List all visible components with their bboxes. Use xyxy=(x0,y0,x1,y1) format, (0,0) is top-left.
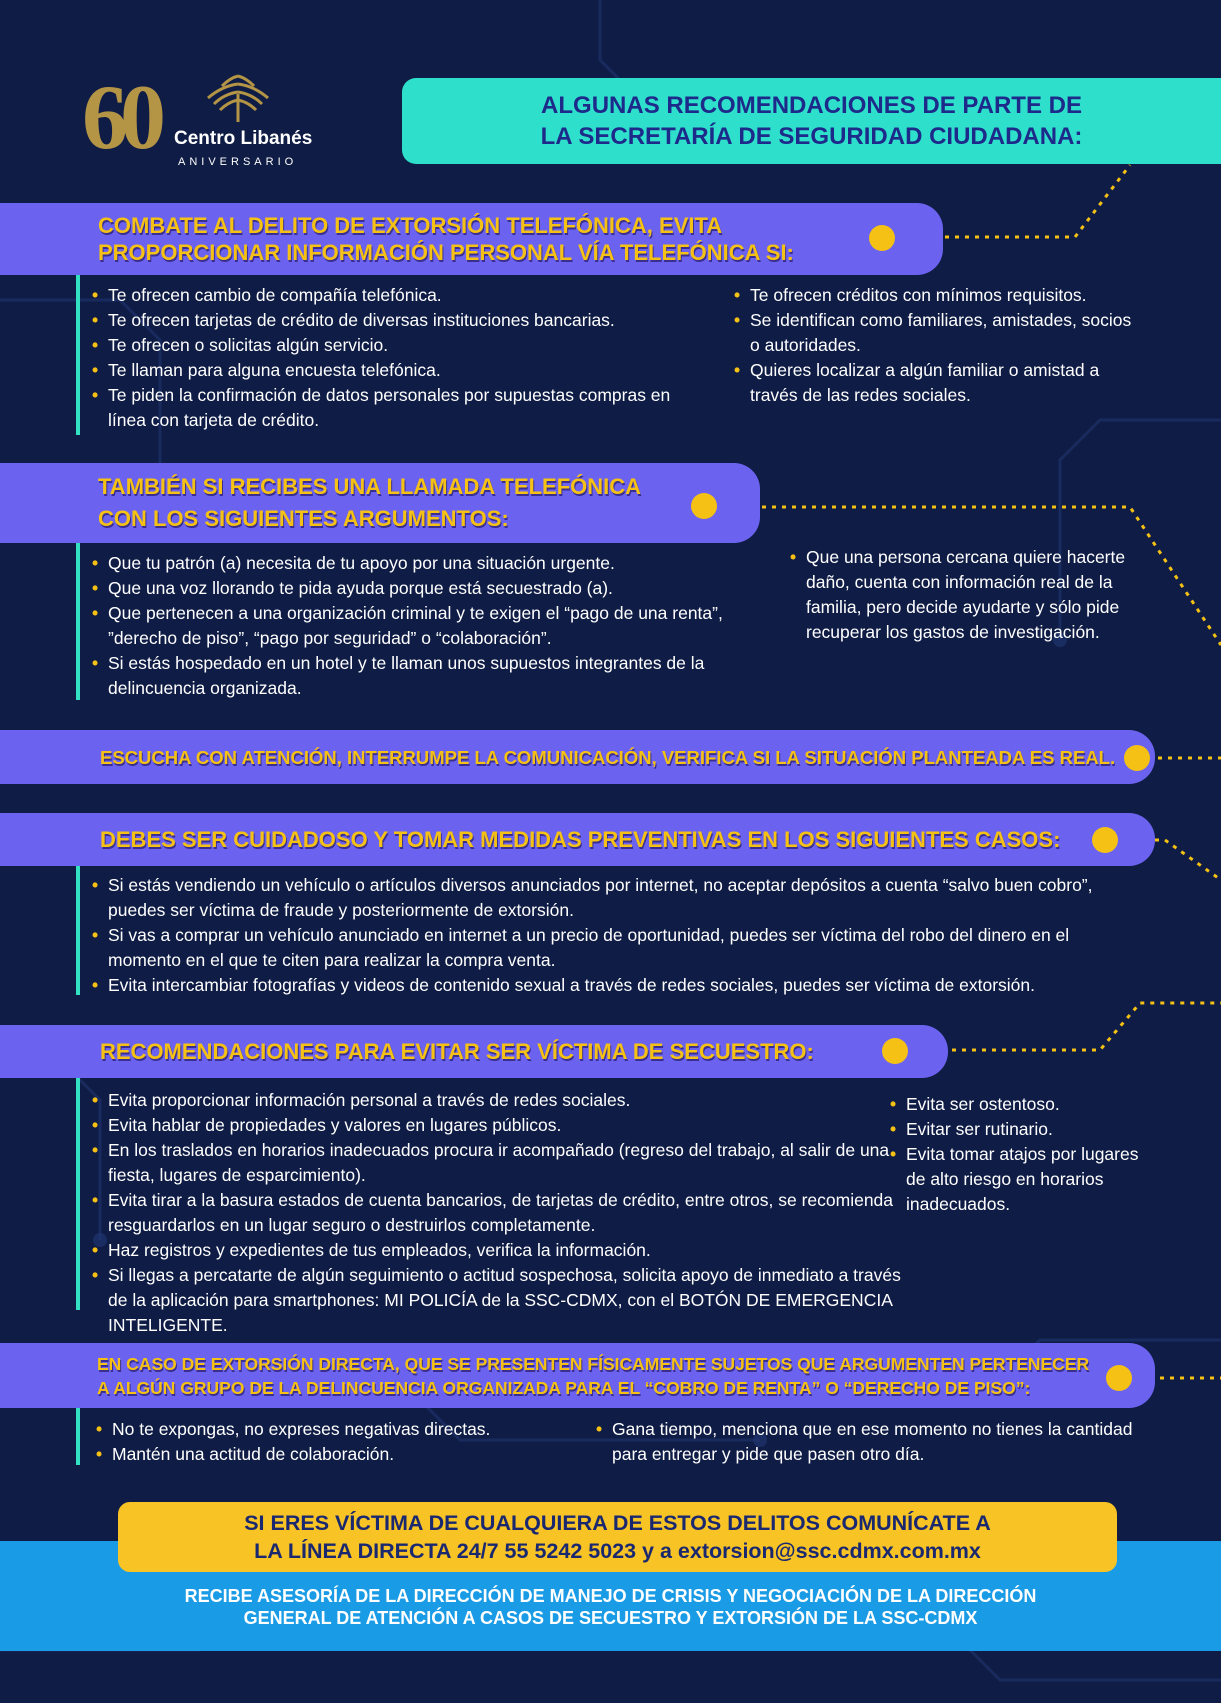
header-title-line1: ALGUNAS RECOMENDACIONES DE PARTE DE xyxy=(541,92,1082,119)
connector-dot xyxy=(882,1038,908,1064)
section-title-line1: TAMBIÉN SI RECIBES UNA LLAMADA TELEFÓNICA xyxy=(98,474,642,499)
list-item: • Haz registros y expedientes de tus empleados, verifica la información. xyxy=(92,1238,912,1263)
list-item: • Si estás hospedado en un hotel y te llaman unos supuestos integrantes de la delincuencia organizada. xyxy=(92,651,762,701)
cedar-leaf-icon xyxy=(202,74,274,124)
list-item: • Si llegas a percatarte de algún seguimiento o actitud sospechosa, solicita apoyo de inmediato a través de la aplicación para smartphones: MI POLICÍA de la SSC-CDMX, con el BOTÓN DE EMERGENCIA INTELIGENTE. xyxy=(92,1263,912,1338)
extortion-list-right xyxy=(734,283,1134,408)
list-item: • En los traslados en horarios inadecuados procura ir acompañado (regreso del trabajo, al salir de una fiesta, lugares de esparcimiento). xyxy=(92,1138,912,1188)
hotline-banner xyxy=(118,1502,1117,1572)
listen-title: ESCUCHA CON ATENCIÓN, INTERRUMPE LA COMUNICACIÓN, VERIFICA SI LA SITUACIÓN PLANTEADA ES REAL. xyxy=(100,746,1116,768)
section-title-line1: COMBATE AL DELITO DE EXTORSIÓN TELEFÓNICA, EVITA xyxy=(98,213,723,238)
centro-libanes-logo xyxy=(82,66,322,172)
list-item: • Que tu patrón (a) necesita de tu apoyo por una situación urgente. xyxy=(92,551,762,576)
section-calls-header xyxy=(0,463,760,543)
list-item: • Evita proporcionar información personal a través de redes sociales. xyxy=(92,1088,912,1113)
list-item: • Que una persona cercana quiere hacerte daño, cuenta con información real de la familia, pero decide ayudarte y sólo pide recuperar los gastos de investigación. xyxy=(790,545,1145,645)
direct-list-left xyxy=(96,1417,586,1467)
list-item: • Si estás vendiendo un vehículo o artículos diversos anunciados por internet, no aceptar depósitos a cuenta “salvo buen cobro”, puedes ser víctima de fraude y posteriormente de extorsión. xyxy=(92,873,1132,923)
list-item: • Te ofrecen créditos con mínimos requisitos. xyxy=(734,283,1134,308)
connector-dot xyxy=(1124,745,1150,771)
section-careful-header xyxy=(0,813,1155,866)
list-item: • Evita tirar a la basura estados de cuenta bancarios, de tarjetas de crédito, entre otros, se recomienda resguardarlos en un lugar seguro o destruirlos completamente. xyxy=(92,1188,912,1238)
kidnap-title: RECOMENDACIONES PARA EVITAR SER VÍCTIMA DE SECUESTRO: xyxy=(100,1039,814,1064)
header-title-line2: LA SECRETARÍA DE SEGURIDAD CIUDADANA: xyxy=(540,123,1083,150)
list-item: • Te llaman para alguna encuesta telefónica. xyxy=(92,358,712,383)
section-extortion-header xyxy=(0,203,943,275)
list-item: • Te ofrecen o solicitas algún servicio. xyxy=(92,333,712,358)
list-item: • Que pertenecen a una organización criminal y te exigen el “pago de una renta”, ”derecho de piso”, “pago por seguridad” o “colaboración”. xyxy=(92,601,762,651)
section-title-line2: CON LOS SIGUIENTES ARGUMENTOS: xyxy=(98,506,509,531)
list-item: • Evita intercambiar fotografías y videos de contenido sexual a través de redes sociales, puedes ser víctima de extorsión. xyxy=(92,973,1132,998)
list-item: • Se identifican como familiares, amistades, socios o autoridades. xyxy=(734,308,1134,358)
direct-list-right xyxy=(596,1417,1136,1467)
list-item: • No te expongas, no expreses negativas directas. xyxy=(96,1417,586,1442)
list-item: • Evita tomar atajos por lugares de alto riesgo en horarios inadecuados. xyxy=(890,1142,1150,1217)
header-banner xyxy=(402,78,1221,164)
calls-list-right xyxy=(790,545,1145,645)
list-item: • Te ofrecen cambio de compañía telefónica. xyxy=(92,283,712,308)
careful-list xyxy=(92,873,1132,998)
calls-list-left xyxy=(92,551,762,701)
careful-title: DEBES SER CUIDADOSO Y TOMAR MEDIDAS PREVENTIVAS EN LOS SIGUIENTES CASOS: xyxy=(100,827,1061,852)
section-title-line2: PROPORCIONAR INFORMACIÓN PERSONAL VÍA TELEFÓNICA SI: xyxy=(98,240,794,265)
list-item: • Te ofrecen tarjetas de crédito de diversas instituciones bancarias. xyxy=(92,308,712,333)
extortion-list-left xyxy=(92,283,712,433)
logo-name: Centro Libanés xyxy=(174,128,313,149)
list-item: • Evita ser ostentoso. xyxy=(890,1092,1150,1117)
list-item: • Te piden la confirmación de datos personales por supuestas compras en línea con tarjeta de crédito. xyxy=(92,383,712,433)
footer-line2: GENERAL DE ATENCIÓN A CASOS DE SECUESTRO Y EXTORSIÓN DE LA SSC-CDMX xyxy=(243,1608,978,1628)
list-item: • Si vas a comprar un vehículo anunciado en internet a un precio de oportunidad, puedes ser víctima del robo del dinero en el momento en el que te citen para realizar la compra venta. xyxy=(92,923,1132,973)
list-item: • Mantén una actitud de colaboración. xyxy=(96,1442,586,1467)
hotline-line1: SI ERES VÍCTIMA DE CUALQUIERA DE ESTOS DELITOS COMUNÍCATE A xyxy=(244,1511,991,1535)
section-direct-header xyxy=(0,1343,1155,1408)
kidnap-list-right xyxy=(890,1092,1150,1217)
list-item: • Que una voz llorando te pida ayuda porque está secuestrado (a). xyxy=(92,576,762,601)
section-title-line1: EN CASO DE EXTORSIÓN DIRECTA, QUE SE PRESENTEN FÍSICAMENTE SUJETOS QUE ARGUMENTEN PERTENECER xyxy=(97,1353,1090,1374)
footer-line1: RECIBE ASESORÍA DE LA DIRECCIÓN DE MANEJO DE CRISIS Y NEGOCIACIÓN DE LA DIRECCIÓN xyxy=(184,1586,1037,1606)
logo-anniversary-number: 60 xyxy=(82,66,158,168)
list-item: • Quieres localizar a algún familiar o amistad a través de las redes sociales. xyxy=(734,358,1134,408)
logo-subtitle: ANIVERSARIO xyxy=(178,156,298,168)
list-item: • Evitar ser rutinario. xyxy=(890,1117,1150,1142)
connector-dot xyxy=(1092,827,1118,853)
connector-dot xyxy=(1106,1365,1132,1391)
footer-advice xyxy=(0,1585,1221,1629)
timeline-line xyxy=(76,1055,80,1310)
list-item: • Gana tiempo, menciona que en ese momento no tienes la cantidad para entregar y pide que pasen otro día. xyxy=(596,1417,1136,1467)
list-item: • Evita hablar de propiedades y valores en lugares públicos. xyxy=(92,1113,912,1138)
section-title-line2: A ALGÚN GRUPO DE LA DELINCUENCIA ORGANIZADA PARA EL “COBRO DE RENTA” O “DERECHO DE PISO”: xyxy=(97,1377,1031,1398)
hotline-line2: LA LÍNEA DIRECTA 24/7 55 5242 5023 y a extorsion@ssc.cdmx.com.mx xyxy=(254,1539,981,1563)
section-kidnap-header xyxy=(0,1025,948,1078)
section-listen-banner xyxy=(0,730,1155,784)
connector-dot xyxy=(691,493,717,519)
kidnap-list-left xyxy=(92,1088,912,1338)
connector-dot xyxy=(869,225,895,251)
